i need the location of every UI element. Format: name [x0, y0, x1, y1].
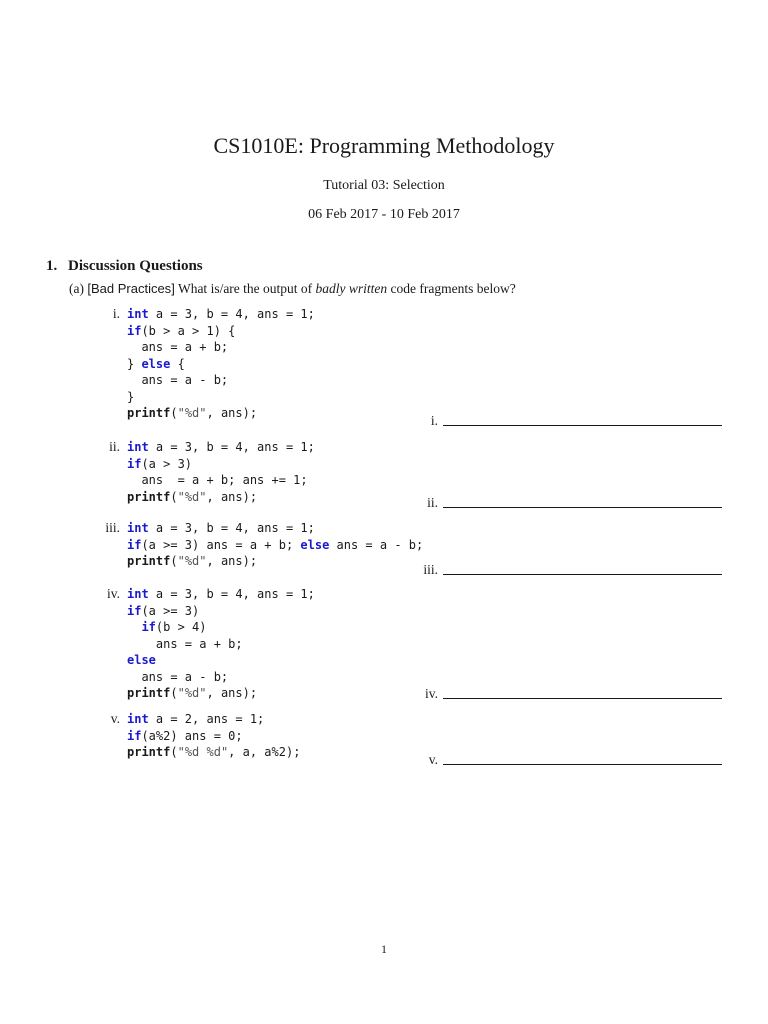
answer-label: iv.: [425, 686, 438, 701]
answer-blank-line[interactable]: [443, 764, 722, 765]
question-text-before: What is/are the output of: [177, 281, 313, 296]
page-number: 1: [381, 942, 387, 956]
answer-label: ii.: [427, 495, 438, 510]
code-block: int a = 3, b = 4, ans = 1; if(a >= 3) ans = a + b; else ans = a - b; printf("%d", ans);: [127, 521, 424, 568]
answer-blank-line[interactable]: [443, 698, 722, 699]
code-block: int a = 3, b = 4, ans = 1; if(b > a > 1) { ans = a + b; } else { ans = a - b; } printf("%d", ans);: [127, 307, 315, 420]
answer-label: iii.: [423, 562, 438, 577]
item-number: iv.: [107, 586, 120, 601]
code-block: int a = 2, ans = 1; if(a%2) ans = 0; printf("%d %d", a, a%2);: [127, 712, 301, 759]
question-tag: [Bad Practices]: [87, 281, 175, 296]
tutorial-dates: 06 Feb 2017 - 10 Feb 2017: [308, 207, 460, 222]
answer-label: i.: [430, 413, 438, 428]
page-title: CS1010E: Programming Methodology: [213, 133, 555, 158]
section-title: Discussion Questions: [68, 258, 203, 274]
question-text-after: code fragments below?: [390, 281, 516, 296]
tutorial-subtitle: Tutorial 03: Selection: [323, 178, 445, 193]
answer-label: v.: [428, 752, 438, 767]
section-number: 1.: [46, 258, 58, 274]
question-tag-text: Bad Practices: [90, 281, 172, 296]
answer-blank-line[interactable]: [443, 425, 722, 426]
question-text-emphasis: badly written: [315, 281, 388, 296]
item-number: v.: [110, 711, 120, 726]
question-prompt: [69, 280, 516, 298]
section-heading: [46, 256, 203, 276]
answer-blank-line[interactable]: [443, 507, 722, 508]
code-block: int a = 3, b = 4, ans = 1; if(a > 3) ans = a + b; ans += 1; printf("%d", ans);: [127, 440, 315, 504]
item-number: i.: [112, 306, 120, 321]
question-label: (a): [69, 281, 84, 296]
item-number: iii.: [105, 520, 120, 535]
answer-blank-line[interactable]: [443, 574, 722, 575]
item-number: ii.: [109, 439, 120, 454]
code-block: int a = 3, b = 4, ans = 1; if(a >= 3) if(b > 4) ans = a + b; else ans = a - b; printf("%d", ans);: [127, 587, 315, 700]
